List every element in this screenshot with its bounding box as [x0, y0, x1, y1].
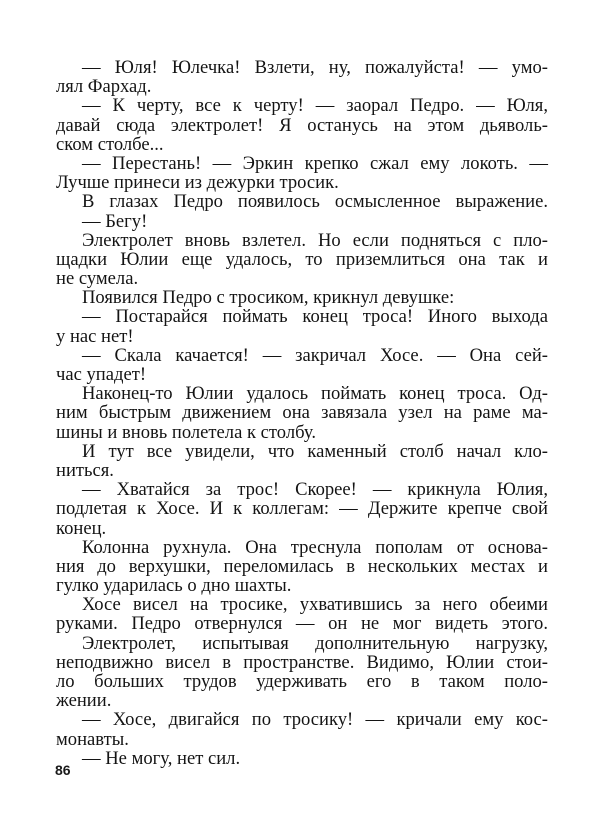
text-line: — К черту, все к черту! — заорал Педро. — Юля, — [82, 95, 548, 117]
text-line: монавты. — [56, 728, 129, 750]
text-line: — Бегу! — [82, 210, 148, 232]
text-line: не сумела. — [56, 268, 139, 290]
text-line: щадки Юлии еще удалось, то приземлиться она так и — [56, 248, 548, 270]
text-line: конец. — [56, 517, 107, 539]
text-line: ниться. — [56, 459, 114, 481]
text-line: — Перестань! — Эркин крепко сжал ему локоть. — — [82, 152, 548, 174]
text-line: — Постарайся поймать конец троса! Иного выхода — [82, 306, 548, 328]
text-line: — Юля! Юлечка! Взлети, ну, пожалуйста! — умо- — [82, 57, 548, 78]
text-line: ния до верхушки, переломилась в нескольких местах и — [56, 555, 548, 577]
text-line: гулко ударилась о дно шахты. — [56, 575, 292, 597]
text-line: Лучше принеси из дежурки тросик. — [56, 172, 339, 194]
text-line: ним быстрым движением она завязала узел на раме ма- — [56, 402, 548, 424]
text-line: лял Фархад. — [56, 76, 152, 98]
text-line: руками. Педро отвернулся — он не мог видеть этого. — [56, 613, 548, 635]
text-line: Электролет вновь взлетел. Но если подняться с пло- — [82, 229, 548, 251]
text-line: давай сюда электролет! Я останусь на этом дьяволь- — [56, 114, 548, 136]
text-line: у нас нет! — [56, 325, 134, 347]
text-line: Электролет, испытывая дополнительную нагрузку, — [82, 632, 548, 654]
page-body — [56, 58, 548, 768]
text-line: Наконец-то Юлии удалось поймать конец троса. Од- — [82, 383, 548, 405]
text-line: — Не могу, нет сил. — [82, 747, 241, 769]
page-number: 86 — [55, 762, 71, 778]
text-line: В глазах Педро появилось осмысленное выражение. — [82, 191, 548, 213]
text-line: ском столбе... — [56, 133, 164, 155]
text-line: час упадет! — [56, 364, 147, 385]
text-line: подлетая к Хосе. И к коллегам: — Держите крепче свой — [56, 498, 548, 520]
text-line: жении. — [56, 690, 112, 712]
text-line: — Хосе, двигайся по тросику! — кричали ему кос- — [82, 709, 548, 731]
text-line: И тут все увидели, что каменный столб начал кло- — [82, 440, 548, 462]
text-line: Появился Педро с тросиком, крикнул девушке: — [82, 287, 455, 309]
text-line: — Скала качается! — закричал Хосе. — Она сей- — [82, 344, 548, 366]
text-line: шины и вновь полетела к столбу. — [56, 421, 316, 443]
text-line: Хосе висел на тросике, ухватившись за него обеими — [82, 594, 548, 616]
text-line: ло больших трудов удерживать его в таком поло- — [56, 671, 548, 692]
text-line: неподвижно висел в пространстве. Видимо, Юлии стои- — [56, 651, 548, 673]
text-line: — Хватайся за трос! Скорее! — крикнула Юлия, — [82, 479, 548, 501]
text-line: Колонна рухнула. Она треснула пополам от основа- — [82, 536, 548, 558]
